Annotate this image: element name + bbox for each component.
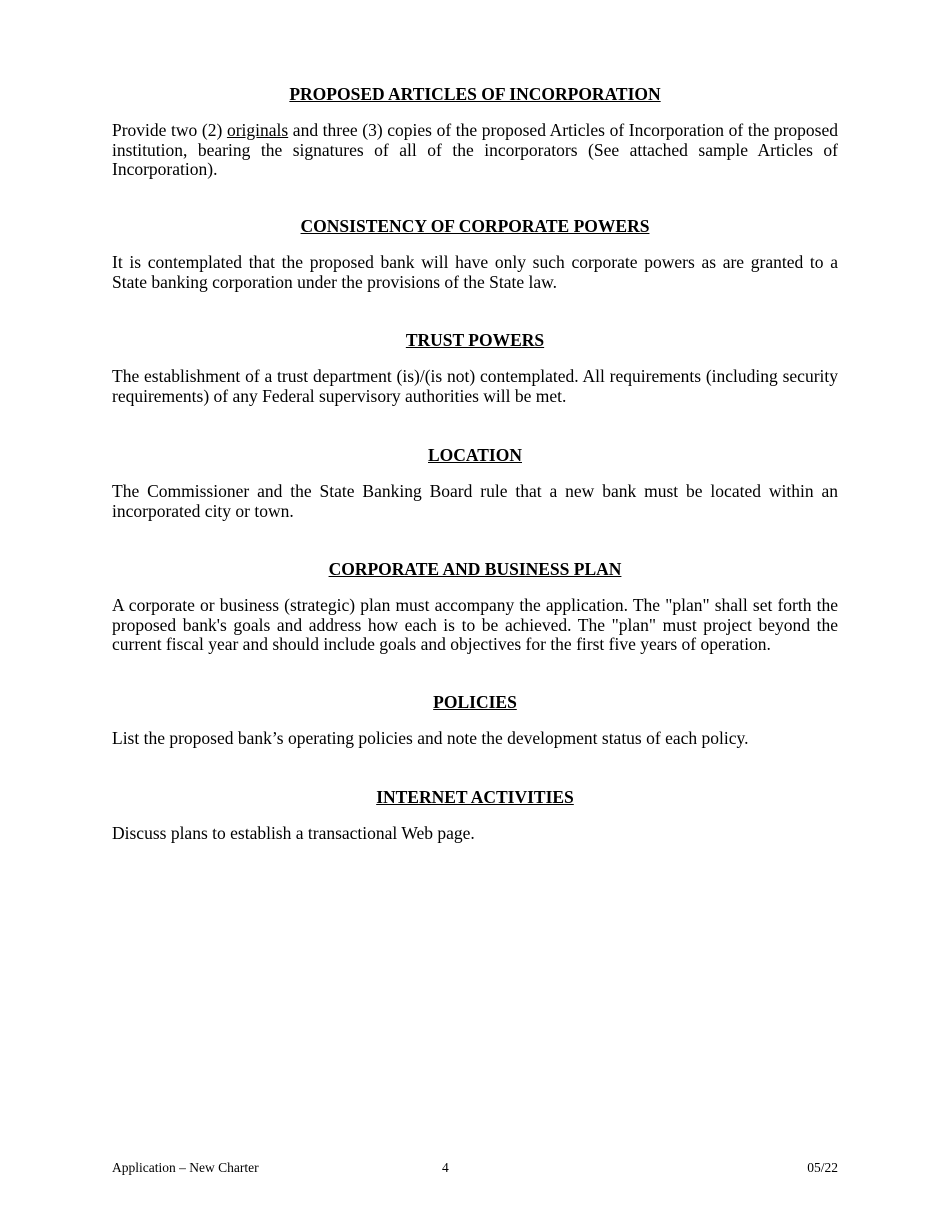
section-corporate-powers [112, 215, 838, 292]
body-text: Provide two (2) [112, 120, 227, 140]
section-heading: PROPOSED ARTICLES OF INCORPORATION [289, 84, 661, 104]
body-text: and three (3) copies of the proposed Articles of Incorporation of the proposed institution, bearing the signatures of all of the incorporators (See attached sample Articles of Incorporation). [112, 120, 838, 179]
page-footer [112, 1159, 838, 1177]
section-heading: CORPORATE AND BUSINESS PLAN [328, 559, 622, 579]
footer-date: 05/22 [807, 1160, 838, 1175]
section-location [112, 444, 838, 521]
section-proposed-articles [112, 83, 838, 180]
body-emphasis: originals [226, 120, 289, 140]
section-internet-activities [112, 786, 838, 844]
section-policies [112, 691, 838, 749]
section-body: The Commissioner and the State Banking Board rule that a new bank must be located within an incorporated city or town. [112, 481, 838, 521]
section-heading: POLICIES [433, 692, 517, 712]
section-body [112, 121, 838, 180]
section-body: List the proposed bank’s operating policies and note the development status of each policy. [112, 728, 749, 748]
footer-document-title: Application – New Charter [112, 1160, 259, 1175]
footer-page-number: 4 [442, 1160, 449, 1175]
section-body: Discuss plans to establish a transactional Web page. [112, 823, 475, 843]
section-trust-powers [112, 329, 838, 406]
section-body: A corporate or business (strategic) plan must accompany the application. The "plan" shall set forth the proposed bank's goals and address how each is to be achieved. The "plan" must project beyond the current fiscal year and should include goals and objectives for the first five years of operation. [112, 595, 838, 654]
section-heading: TRUST POWERS [405, 330, 545, 350]
document-page [112, 0, 838, 1230]
section-body: The establishment of a trust department (is)/(is not) contemplated. All requirements (including security requirements) of any Federal supervisory authorities will be met. [112, 366, 838, 406]
section-body: It is contemplated that the proposed bank will have only such corporate powers as are granted to a State banking corporation under the provisions of the State law. [112, 252, 838, 292]
section-heading: CONSISTENCY OF CORPORATE POWERS [300, 216, 650, 236]
section-heading: INTERNET ACTIVITIES [376, 787, 574, 807]
section-business-plan [112, 558, 838, 655]
section-heading: LOCATION [428, 445, 522, 465]
